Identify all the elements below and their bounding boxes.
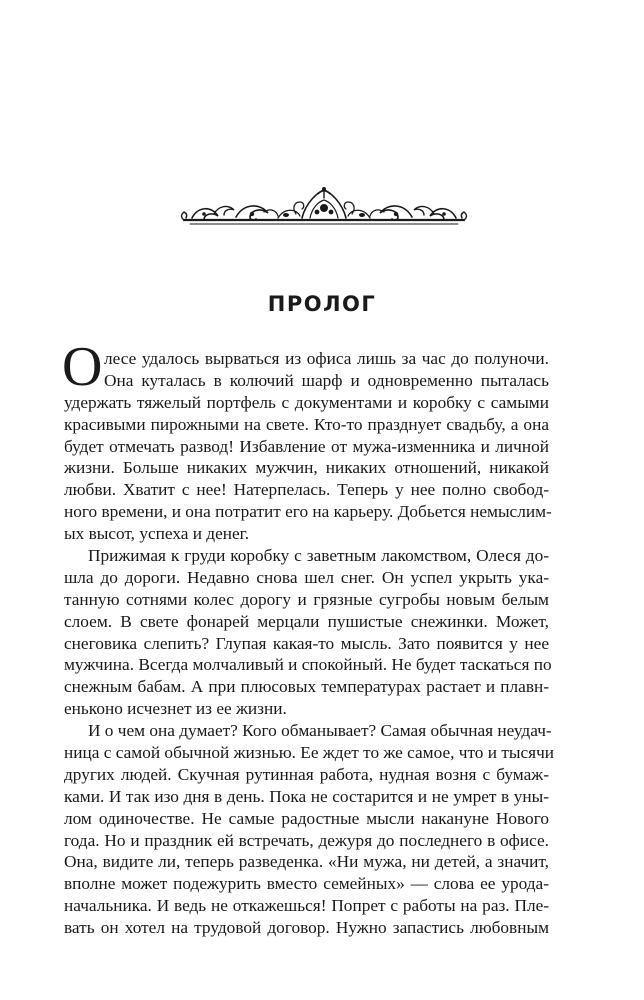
text-line: Прижимая к груди коробку с заветным лакомством, Олеся до- bbox=[88, 546, 549, 566]
drop-cap: О bbox=[62, 336, 103, 398]
text-line: снежным бабам. А при плюсовых температурах растает и плавн- bbox=[64, 677, 549, 697]
text-line: других людей. Скучная рутинная работа, нудная возня с бумаж- bbox=[64, 764, 549, 784]
text-line: ного времени, и она потратит его на карьеру. Добьется немыслим- bbox=[64, 502, 552, 522]
text-line: шла до дороги. Недавно снова шел снег. Он успел укрыть ука- bbox=[64, 567, 549, 587]
text-line: танную сотнями колес дорогу и грязные сугробы новым белым bbox=[64, 589, 549, 609]
text-line: И о чем она думает? Кого обманывает? Самая обычная неудач- bbox=[88, 721, 552, 741]
text-line: ками. И так изо дня в день. Пока не состарится и не умрет в уны- bbox=[64, 786, 549, 806]
text-line: года. Но и праздник ей встречать, дежуря до последнего в офисе. bbox=[64, 830, 549, 850]
text-line: удержать тяжелый портфель с документами и коробку с самыми bbox=[64, 392, 549, 412]
text-line: любви. Хватит с нее! Натерпелась. Теперь у нее полно свобод- bbox=[64, 480, 549, 500]
text-line: лом одиночестве. Не самые радостные мысли накануне Нового bbox=[64, 808, 549, 828]
text-line: вать он хотел на трудовой договор. Нужно запастись любовным bbox=[64, 918, 549, 938]
text-line: еньконо исчезнет из ее жизни. bbox=[64, 699, 287, 719]
text-line: мужчина. Всегда молчаливый и спокойный. Не будет таскаться по bbox=[64, 655, 552, 675]
text-line: будет отмечать развод! Избавление от мужа-изменника и личной bbox=[64, 436, 549, 456]
text-line: Она, видите ли, теперь разведенка. «Ни мужа, ни детей, а значит, bbox=[64, 852, 549, 872]
text-line: ых высот, успеха и денег. bbox=[64, 524, 250, 544]
text-line: вполне может подежурить вместо семейных» — слова ее урода- bbox=[64, 874, 549, 894]
text-line: красивыми пирожными на свете. Кто-то празднует свадьбу, а она bbox=[64, 414, 549, 434]
decorative-scroll-ornament-icon bbox=[178, 184, 470, 236]
text-line: снеговика слепить? Глупая какая-то мысль. Зато появится у нее bbox=[64, 633, 549, 653]
text-line: жизни. Больше никаких мужчин, никаких отношений, никакой bbox=[64, 458, 549, 478]
text-line: начальника. И ведь не откажешься! Попрет с работы на раз. Пле- bbox=[64, 896, 549, 916]
chapter-title: ПРОЛОГ bbox=[267, 292, 377, 316]
text-line: слоем. В свете фонарей мерцали пушистые снежинки. Может, bbox=[64, 611, 549, 631]
body-text bbox=[62, 336, 555, 939]
text-line: ница с самой обычной жизнью. Ее ждет то же самое, что и тысячи bbox=[64, 743, 555, 763]
text-line: Она куталась в колючий шарф и одновременно пыталась bbox=[104, 370, 549, 390]
text-line: лесе удалось вырваться из офиса лишь за час до полуночи. bbox=[104, 349, 549, 368]
